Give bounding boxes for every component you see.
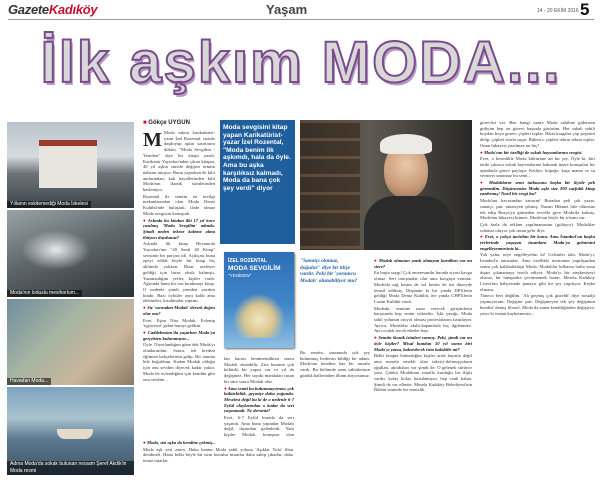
- photo-aerial: [7, 299, 134, 385]
- col3-p0: Bu semtin, insanında çok şey bulunmuş herkesin bildiği bir adam. Moda'nın kendine has bir mizahı vardı. Bu bölümde semt sakinlerinin günlük hallerinden ilham alıyorsunuz.: [300, 350, 370, 378]
- article-column-2: [224, 356, 294, 438]
- col4-p6-text: Evet, o çokça turistlan bir konu. Ama İstanbul'un başka yerlerinde yaşayan insanlara Moda'ya gelmesini engelleyemezsiniz ki...: [480, 234, 595, 251]
- dropcap: M: [143, 130, 162, 151]
- book-author: İZEL ROZENTAL: [228, 258, 267, 264]
- q-bullet-icon: ●: [480, 234, 485, 240]
- q-bullet-icon: ●: [143, 217, 148, 223]
- col1-p4: [143, 305, 215, 316]
- col3-p1: [374, 258, 472, 269]
- article-column-1b: [143, 440, 293, 478]
- col3-p5: Belki kitapta bahsettiğim kişiler artık hayatta değil ama mesela emekli olan taksici-dolmuşçuların oğulları, akrabaları var şimdi de. O gelenek sürüyor yani. Çünkü Modalının esnafla kurduğu bir ilişki vardır, kolay kolay bozulamıyor, hep canlı kalan. Şimdi de var elbette. Mesela Kadıköy Belediyesi'nin Bülent isminde bir temizlik: [374, 353, 472, 393]
- col2-p1-text: Ama semti bu bulunmuyorum; çok kültürlülük, geçmişe daha yoğunda. Meselesi değil bu ki de o nedenle 6-7 Eylül olaylarından o kadar da sert yaşanmadı. Ne dersiniz?: [224, 385, 294, 414]
- pullquote-small: [300, 258, 358, 350]
- col3-p2: En başta saygı! Çok enteresandır burada siyasi kavga olmaz. Sert tartışmalar olur ama kavgaya varmaz. Moda'da sağ kesim de sol kesim de üst düzeyde temsil edilmiş. Düşünün ki bir yanda DP'lilerin geldiği Moda Deniz Kulübü, öte yanda CHP'lilerin Lozan Kulübü vardı.: [374, 270, 472, 304]
- col1-p2: [143, 218, 215, 241]
- issue-date: 14 - 20 EKİM 2016: [537, 8, 579, 14]
- col1-p6-text: Caddebostan'da yaşarken Moda'ya gerçekten bulunmuyor...: [143, 329, 215, 341]
- col4-p2: Evet, o kesinlikle Moda kültürüne ait bir şey. Öyle ki, biri tatile çıkınca sokak hayvanlarına bakmak üzere komşuları bir ajandayla görev paylaşır. Kediye, köpeğe, kuşa mama ve su vermeyi unutmaz bu semt...: [480, 156, 595, 179]
- pullquote-small-text: "Sanatçı olamaz, doğulur" diye bir klişe vardır. Peki bir 'yorumcu Modalı' olunabiliyor mu?: [300, 258, 358, 284]
- col1-p6: [143, 330, 215, 341]
- caption-painting: Adına Moda'da sokak bulunan ressam Şeref Akdik'in Moda resmi: [7, 461, 134, 475]
- portrait-hair: [380, 134, 432, 154]
- q-bullet-icon: ●: [143, 305, 148, 311]
- col3-p4: [374, 335, 472, 352]
- headline: İlk aşkım MODA...: [40, 30, 562, 95]
- q-bullet-icon: ●: [480, 149, 484, 155]
- photo-lodos: [7, 210, 134, 297]
- col3-p1-text: Modalı olmanın yazılı olmayan kuralları var mı sizce?: [374, 258, 472, 269]
- q-bullet-icon: ●: [374, 335, 379, 341]
- brand-gazete: Gazete: [8, 2, 49, 17]
- col1-p3: Aslında ilk kitap Heyamola Yayınları'nın "40 Senti 40 Kitap" serisinin bir parçası idi. Açıkçası buna epeyi edildi böyle bir kitap hiç aklımda yokken. Bizar aceleyer geldiği için biraz eksik kalmıştı. Yazamadığım yerler, kişiler vardı. Ağırında bunu bir tarı bırakmayı kitap. O nedenle şimdi yeniden yazılım kitabı. Bazı öyküler aynı kaldı ama eklemeler, kısaltmalar yaptım.: [143, 241, 215, 304]
- col4-p6: [480, 234, 595, 251]
- photo-iskele: [7, 122, 134, 208]
- col4-p1-text: Moda'nın bir özelliği de sokak hayvanlarına sevgisi.: [483, 149, 583, 155]
- portrait-shelves: [300, 120, 360, 250]
- col4-p0: görevlisi var. Ben hangi saatte Moda sahiline gidersem gidiyim hep on görevi başında görürüm. Her sabah sahili boydan boya gezen, çöpleri toplar. Hatta kargalar çöp poşetini delip, çöpleri etrafa saçar. Bülent o çöpleri tekrar tekrar toplar. Onun hikayesi yazılmaz mı hiç?: [480, 120, 595, 148]
- pullquote-main: [220, 120, 295, 244]
- col1b-p0-text: Moda, sizi aşka da kendine çekmiş...: [146, 440, 216, 445]
- caption-aerial: Havadan Moda...: [7, 378, 51, 385]
- photo-portrait: [300, 120, 472, 250]
- col2-p2: Evet, 6-7 Eylül burada da sert yaşandı. Ama bunu yapanlar Modalı değil, dışarıdan gelenlerdi. Yani kişiler Modalı, komşusu olan: [224, 415, 294, 438]
- article-column-1: [143, 130, 215, 453]
- col3-p3: Modada, semtine zarar verecek girişimlerin karşısında hep sesini yükseltir. İçki yasağı, Moda sahil yolunun otoyol olması protestolarını hatırlayın. Ayrıca, Modalılar akıllı-kapanlarla hiç ilgilenmez. Ayrı ocaklı tercih ederler hep.: [374, 305, 472, 334]
- photo-painting: [7, 387, 134, 475]
- wave-spray: [21, 230, 91, 270]
- col2-p0: lan burası beninsendikten sonra Modalı olunabilir. Zira buranın çok kültürlü bir yapısı var ve yıl da değişmez. Her sayaki mandaları insan bir süre sonra Modalı olur.: [224, 356, 294, 384]
- article-column-4: [480, 120, 595, 478]
- col1-p1: Rozental ile semtin en sevilgi mekanlarından olan Moda Deniz Kulübü'nde buluştuk, ifade olmaz Moda sevgisini konuştuk.: [143, 193, 215, 216]
- section-title: Yaşam: [266, 2, 308, 17]
- pullquote-main-text: Moda sevgisini kitap yapan Karikatürist-yazar İzel Rozental, "Moda benim ilk aşkımdı, hala da öyle. Ama bu aşka karşılıksız kalmadı, Moda da bana çok şey verdi" diyor: [223, 124, 291, 192]
- col1-p0: [143, 130, 215, 193]
- col1-p7: Öyle. Niyetlandığım güne dek Moda'yı olanlarındım. Sonra, tek kredim eğitmen bahçelerinin galip. Bir tanıma bile boğuldum. Kadan Modalı olduğu için onu sevdim diyecek kadar yakın. Moda ile evlendiğimi için kendim gibi onu sevdim...: [143, 342, 215, 382]
- q-bullet-icon: ●: [374, 258, 379, 263]
- masthead: [8, 2, 97, 17]
- col1b-p0: [143, 440, 293, 446]
- byline: [143, 120, 190, 126]
- portrait-body: [364, 196, 454, 250]
- book-cover: [224, 252, 294, 348]
- col1-p0-text: Moda sakini karikatürist-yazar İzel Rozental, sizinle daşdoyup aşkın satırlarını dökttü. "Moda Sevgilim - Yeniden" diye bir kitapı yazdı. Karikatür Yayınları'ndan çıkan kitapta, 40 yıl aşkın sürede değişen semtin nabzını tutuyor. Bunu yaparken de kilit anılarından, kalı hayallerinden kilit Moda'nın ikonik isimlerinden besleniyor.: [143, 130, 215, 193]
- page-number: 5: [580, 0, 590, 19]
- article-column-3: [300, 350, 370, 478]
- q-bullet-icon: ●: [480, 180, 489, 186]
- caption-lodos: Moda'nın loduslu mesihorlum...: [7, 290, 82, 297]
- col1-p4-text: Siz 'sonradan Modalı' dersek doğru olur mu?: [143, 305, 215, 316]
- iskele-building: [39, 140, 97, 188]
- col4-p1: [480, 150, 595, 156]
- q-bullet-icon: ●: [143, 440, 147, 445]
- caption-iskele: Yıllanın eskitemediği Moda İskelesi: [7, 201, 91, 208]
- col4-p3: [480, 180, 595, 197]
- book-title: MODA SEVGİLİM: [228, 265, 281, 272]
- col3-p4-text: Semtin ikonik isimleri varmış. Peki, şimdi var mı öyle kişiler? Misal bundan 50 yıl sonra biri Moda'yı yazsa, bahsedecek isim bulabilir mi?: [374, 335, 472, 352]
- header-rule: [8, 19, 594, 20]
- q-bullet-icon: ●: [143, 329, 148, 335]
- col1-p5: Evet. Eşim Nita Modalı. Evlenip 'içgüveysi' gelen burayı geldim.: [143, 317, 215, 329]
- col4-p5: Çok fazla da reklam yapılmamasını (gülüyor). Modalılar rahatsız oluyor çok insan gelir diye.: [480, 221, 595, 233]
- col1-p2-text: Aslında bu kitabın ilki 17 yıl önce yazılmış 'Moda Sevgilim' adında. Şimdi neden tekrar kaleme alma ihtiyacı duydunuz?: [143, 217, 215, 240]
- book-subtitle: "YENİDEN": [228, 273, 252, 278]
- col2-p1: [224, 386, 294, 415]
- col4-p3-text: Modalıların semt tutkusuna başka bir ilçede pek görmedim. Düşünsenize Moda aşkı size 200 sayfalık kitap yazdırmış! Nasıl bir sevgi bu?: [480, 180, 595, 197]
- painting-boat: [57, 429, 93, 439]
- byline-name: Gökçe UYGUN: [148, 120, 190, 126]
- col4-p4: Moda'nın havasından sanırım! Buradan pek çok yazar, sanatçı, şair, müzisyen çıkmış. Nazım Hikmet bile ölümsüz tek edip Rusya'ya gitmeden evvelki gece Moda'da kalmış. Moda'nın hikayesi bitmez. Moda'nın böyle bir tılsımı var.: [480, 198, 595, 221]
- byline-bullet-icon: ■: [143, 120, 147, 126]
- brand-kadikoy: Kadıköy: [48, 2, 98, 17]
- col4-p7: Yok yahu, niye engelleyelim ki! Gelsinler tabi, Moda'yı, İstanbul'u tanısınlar. Ama özellikle metronun yapılışından sonra çok kalabalıklaştı Moda. Modalılar bilhassa hafta sonu dışarı çıkmamaya tercih ediyor. Moda'yı bir ateşkesiyeyi alsınız, bir lunaparka çevirmemek lazım. Mesela Kadıköy Lisesi'nin bahçesinde panayır gibi bir şey yapılıyor. Keşke olmasa.: [480, 252, 595, 292]
- col1b-p1: Moda aşk yeri zaten. Hatta benim Moda sahil yoluna 'Aşıklar Yolu' filan denilmeli. Hatta belki böyle bir isim konulsa insanlar daha sahip çıkarlar, daha temiz tutarlar.: [143, 446, 293, 464]
- book-illustration: [234, 292, 284, 338]
- q-bullet-icon: ●: [224, 385, 228, 391]
- article-column-3b: [374, 258, 472, 478]
- col4-p8: Tüneco beri değilim. 'Ah geçmiş çok güzeldi' diye nostalji yapmıyorum. Değişim şart. Değişmeyen tek şey değişimin kendisi' demiş filozof. Moda da zaten kendiliğinden değişiyor, yeter ki özünü kaybetmesin...: [480, 293, 595, 316]
